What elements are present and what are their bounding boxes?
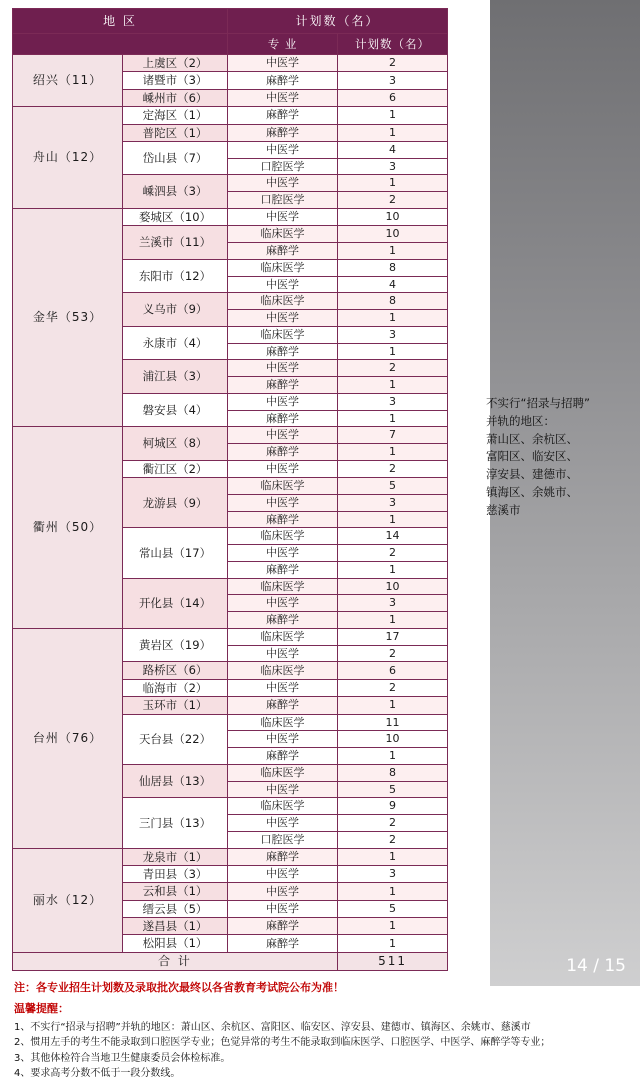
major-cell: 口腔医学 [228,158,338,175]
major-cell: 麻醉学 [228,748,338,765]
major-cell: 麻醉学 [228,612,338,629]
county-cell: 缙云县（5） [123,900,228,917]
header-plan-group: 计划数（名） [228,9,448,34]
plan-count-cell: 5 [338,478,448,495]
major-cell: 中医学 [228,175,338,192]
county-cell: 衢江区（2） [123,460,228,477]
major-cell: 麻醉学 [228,124,338,141]
header-region-sub [13,34,228,55]
plan-count-cell: 1 [338,848,448,865]
major-cell: 临床医学 [228,798,338,815]
major-cell: 麻醉学 [228,918,338,935]
header-major: 专 业 [228,34,338,55]
plan-count-cell: 2 [338,831,448,848]
plan-count-cell: 3 [338,326,448,343]
major-cell: 中医学 [228,645,338,662]
major-cell: 临床医学 [228,293,338,310]
plan-count-cell: 1 [338,124,448,141]
county-cell: 普陀区（1） [123,124,228,141]
county-cell: 磐安县（4） [123,393,228,427]
major-cell: 中医学 [228,900,338,917]
major-cell: 麻醉学 [228,377,338,394]
tips-title: 温馨提醒： [14,1002,69,1016]
county-cell: 上虞区（2） [123,55,228,72]
major-cell: 麻醉学 [228,697,338,714]
plan-count-cell: 2 [338,645,448,662]
major-cell: 中医学 [228,360,338,377]
major-cell: 中医学 [228,781,338,798]
major-cell: 麻醉学 [228,72,338,89]
major-cell: 口腔医学 [228,831,338,848]
side-note-line: 镇海区、余姚市、 [486,485,578,500]
plan-count-cell: 1 [338,511,448,528]
county-cell: 嵊州市（6） [123,89,228,106]
side-note [482,395,612,520]
major-cell: 中医学 [228,276,338,293]
plan-count-cell: 1 [338,310,448,327]
major-cell: 麻醉学 [228,444,338,461]
county-cell: 三门县（13） [123,798,228,848]
major-cell: 临床医学 [228,714,338,731]
county-cell: 青田县（3） [123,865,228,882]
major-cell: 中医学 [228,865,338,882]
plan-count-cell: 1 [338,748,448,765]
major-cell: 中医学 [228,460,338,477]
plan-count-cell: 3 [338,865,448,882]
plan-count-cell: 1 [338,243,448,260]
plan-count-cell: 11 [338,714,448,731]
plan-count-cell: 2 [338,360,448,377]
tip-line: 2、惯用左手的考生不能录取到口腔医学专业；色觉异常的考生不能录取到临床医学、口腔医学、中医学、麻醉学等专业； [14,1037,551,1049]
major-cell: 临床医学 [228,578,338,595]
major-cell: 中医学 [228,208,338,225]
plan-count-cell: 4 [338,141,448,158]
county-cell: 浦江县（3） [123,360,228,394]
plan-count-cell: 10 [338,226,448,243]
county-cell: 路桥区（6） [123,662,228,679]
plan-count-cell: 17 [338,628,448,645]
plan-count-cell: 1 [338,343,448,360]
total-value: 511 [338,952,448,970]
region-cell: 丽水（12） [13,848,123,952]
total-label: 合 计 [13,952,338,970]
major-cell: 中医学 [228,545,338,562]
county-cell: 永康市（4） [123,326,228,360]
major-cell: 中医学 [228,393,338,410]
major-cell: 麻醉学 [228,107,338,124]
major-cell: 中医学 [228,595,338,612]
county-cell: 松阳县（1） [123,935,228,952]
plan-count-cell: 10 [338,208,448,225]
major-cell: 中医学 [228,883,338,900]
region-cell: 舟山（12） [13,107,123,209]
tip-line: 4、要求高考分数不低于一段分数线。 [14,1068,181,1080]
major-cell: 临床医学 [228,226,338,243]
side-note-line: 富阳区、临安区、 [486,449,578,464]
major-cell: 中医学 [228,55,338,72]
tip-line: 3、其他体检符合当地卫生健康委员会体检标准。 [14,1052,231,1064]
plan-count-cell: 1 [338,175,448,192]
plan-count-cell: 2 [338,192,448,209]
plan-count-cell: 1 [338,883,448,900]
major-cell: 口腔医学 [228,192,338,209]
header-region: 地 区 [13,9,228,34]
major-cell: 临床医学 [228,326,338,343]
major-cell: 麻醉学 [228,848,338,865]
county-cell: 云和县（1） [123,883,228,900]
plan-count-cell: 3 [338,393,448,410]
table-head [13,9,631,55]
major-cell: 临床医学 [228,662,338,679]
plan-count-cell: 1 [338,697,448,714]
region-cell: 金华（53） [13,208,123,426]
major-cell: 麻醉学 [228,410,338,427]
plan-count-cell: 7 [338,427,448,444]
plan-count-cell: 2 [338,460,448,477]
county-cell: 兰溪市（11） [123,226,228,260]
major-cell: 临床医学 [228,628,338,645]
plan-count-cell: 8 [338,259,448,276]
county-cell: 柯城区（8） [123,427,228,461]
plan-count-cell: 14 [338,528,448,545]
county-cell: 天台县（22） [123,714,228,764]
side-note-line: 淳安县、建德市、 [486,467,578,482]
plan-count-cell: 1 [338,935,448,952]
major-cell: 麻醉学 [228,343,338,360]
plan-count-cell: 2 [338,679,448,696]
plan-count-cell: 2 [338,815,448,832]
county-cell: 常山县（17） [123,528,228,578]
plan-count-cell: 3 [338,595,448,612]
plan-count-cell: 8 [338,764,448,781]
major-cell: 中医学 [228,815,338,832]
major-cell: 中医学 [228,679,338,696]
plan-count-cell: 1 [338,612,448,629]
county-cell: 黄岩区（19） [123,628,228,662]
county-cell: 仙居县（13） [123,764,228,798]
region-cell: 台州（76） [13,628,123,848]
county-cell: 遂昌县（1） [123,918,228,935]
county-cell: 嵊泗县（3） [123,175,228,209]
plan-count-cell: 1 [338,918,448,935]
region-cell: 衢州（50） [13,427,123,629]
county-cell: 婺城区（10） [123,208,228,225]
major-cell: 中医学 [228,427,338,444]
tip-line: 1、不实行“招录与招聘”并轨的地区：萧山区、余杭区、富阳区、临安区、淳安县、建德市、镇海区、余姚市、慈溪市 [14,1021,531,1033]
county-cell: 临海市（2） [123,679,228,696]
county-cell: 玉环市（1） [123,697,228,714]
plan-count-cell: 6 [338,89,448,106]
region-cell: 绍兴（11） [13,55,123,107]
county-cell: 东阳市（12） [123,259,228,293]
plan-count-cell: 1 [338,561,448,578]
page-indicator: 14 / 15 [566,956,626,976]
side-note-spacer [448,9,631,55]
plan-count-cell: 3 [338,494,448,511]
major-cell: 麻醉学 [228,935,338,952]
major-cell: 中医学 [228,494,338,511]
major-cell: 中医学 [228,731,338,748]
plan-count-cell: 3 [338,158,448,175]
major-cell: 临床医学 [228,259,338,276]
side-note-line: 萧山区、余杭区、 [486,431,578,446]
plan-count-cell: 2 [338,545,448,562]
header-plan: 计划数（名） [338,34,448,55]
side-note-line: 慈溪市 [486,502,521,517]
county-cell: 龙泉市（1） [123,848,228,865]
plan-count-cell: 5 [338,781,448,798]
plan-count-cell: 9 [338,798,448,815]
plan-count-cell: 10 [338,578,448,595]
footer-notes [0,971,640,1082]
plan-count-cell: 1 [338,107,448,124]
major-cell: 麻醉学 [228,243,338,260]
plan-count-cell: 1 [338,410,448,427]
major-cell: 麻醉学 [228,511,338,528]
table-row [13,55,631,72]
tips-list [14,1020,628,1082]
plan-count-cell: 4 [338,276,448,293]
plan-count-cell: 5 [338,900,448,917]
plan-count-cell: 8 [338,293,448,310]
plan-count-cell: 6 [338,662,448,679]
side-note-line: 不实行“招录与招聘” [486,396,590,410]
footer-note: 注：各专业招生计划数及录取批次最终以各省教育考试院公布为准！ [14,980,344,994]
county-cell: 龙游县（9） [123,478,228,528]
county-cell: 定海区（1） [123,107,228,124]
major-cell: 中医学 [228,141,338,158]
major-cell: 临床医学 [228,478,338,495]
major-cell: 临床医学 [228,764,338,781]
county-cell: 开化县（14） [123,578,228,628]
plan-count-cell: 2 [338,55,448,72]
major-cell: 中医学 [228,310,338,327]
county-cell: 诸暨市（3） [123,72,228,89]
plan-count-cell: 3 [338,72,448,89]
plan-count-cell: 10 [338,731,448,748]
plan-count-cell: 1 [338,377,448,394]
plan-count-cell: 1 [338,444,448,461]
side-note-line: 并轨的地区： [486,413,555,428]
county-cell: 岱山县（7） [123,141,228,175]
major-cell: 中医学 [228,89,338,106]
major-cell: 麻醉学 [228,561,338,578]
county-cell: 义乌市（9） [123,293,228,327]
major-cell: 临床医学 [228,528,338,545]
